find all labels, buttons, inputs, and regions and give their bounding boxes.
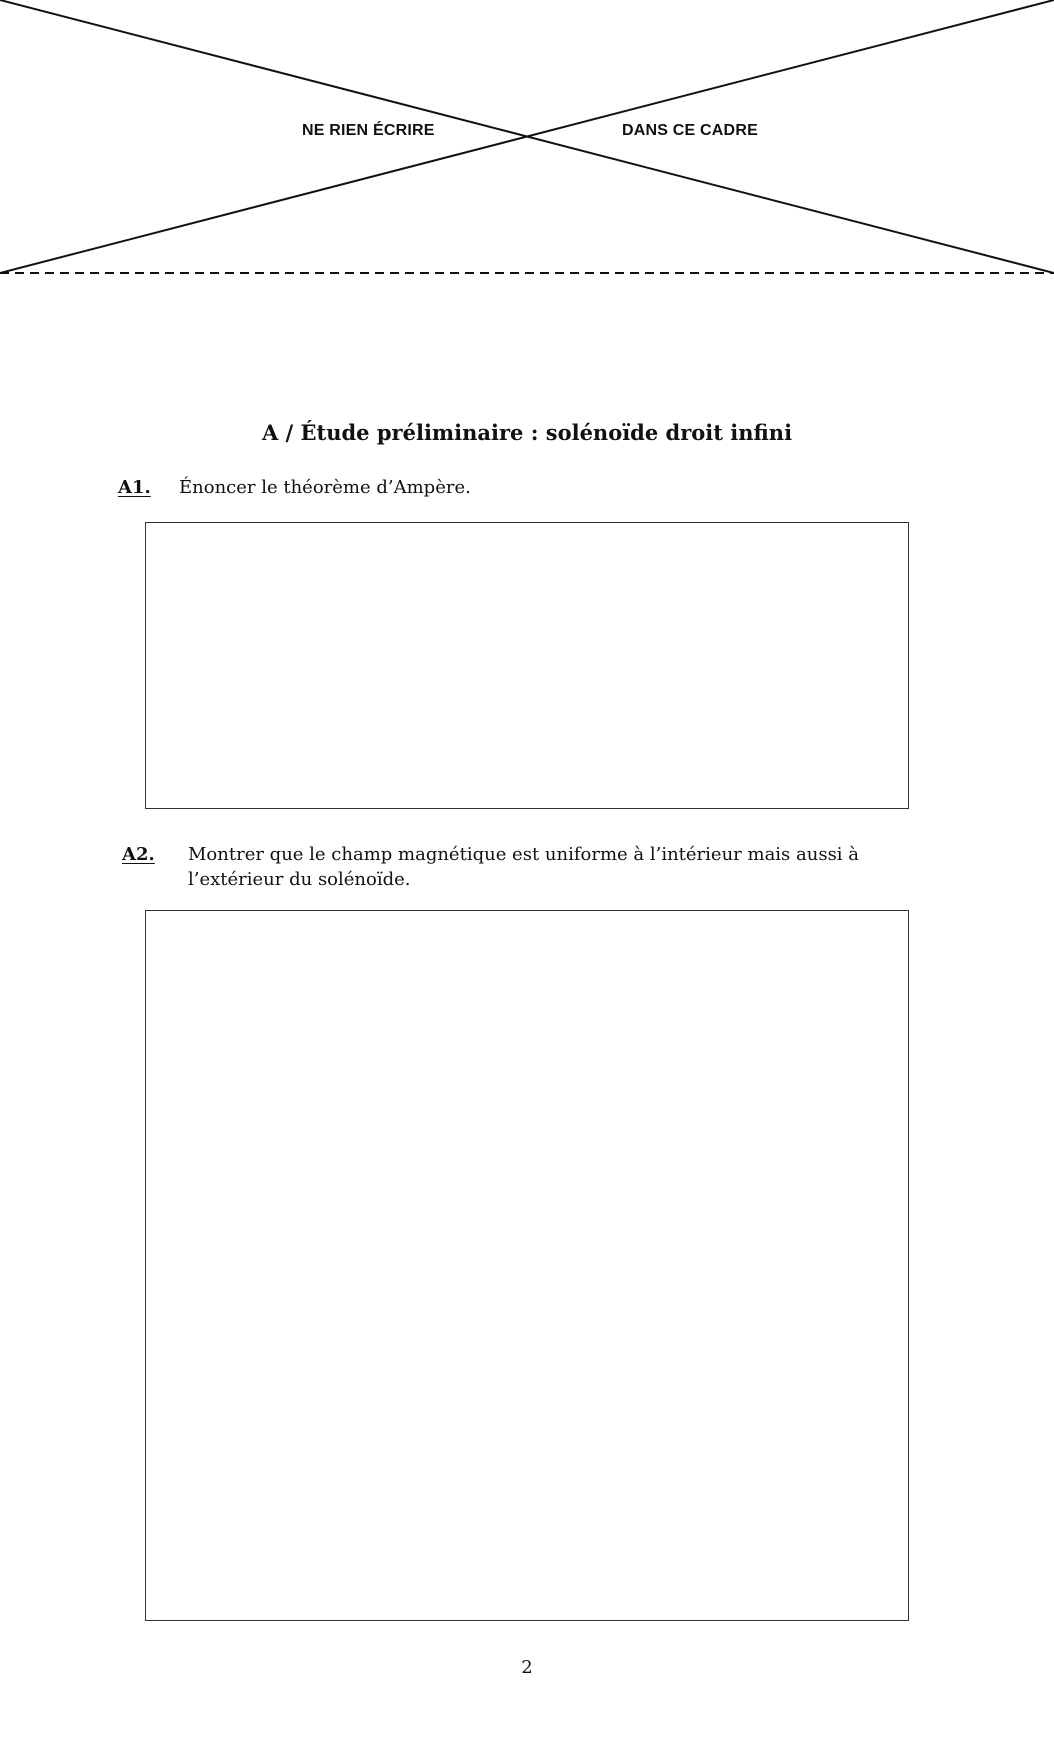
question-a1 xyxy=(0,475,1054,505)
question-text: Énoncer le théorème d’Ampère. xyxy=(179,477,471,498)
page-number: 2 xyxy=(521,1657,533,1678)
question-text: Montrer que le champ magnétique est uniforme à l’intérieur mais aussi à l’extérieur du solénoïde. xyxy=(188,844,860,890)
cross-out-lines xyxy=(0,0,1054,280)
header-left-text: NE RIEN ÉCRIRE xyxy=(302,122,435,139)
question-a2 xyxy=(0,842,1054,902)
answer-box-a1[interactable] xyxy=(145,522,909,809)
question-label: A2. xyxy=(122,844,155,865)
section-title: A / Étude préliminaire : solénoïde droit infini xyxy=(261,420,793,445)
answer-box-a2[interactable] xyxy=(145,910,909,1621)
header-right-text: DANS CE CADRE xyxy=(622,122,758,139)
question-label: A1. xyxy=(118,477,151,498)
do-not-write-zone xyxy=(0,0,1054,280)
